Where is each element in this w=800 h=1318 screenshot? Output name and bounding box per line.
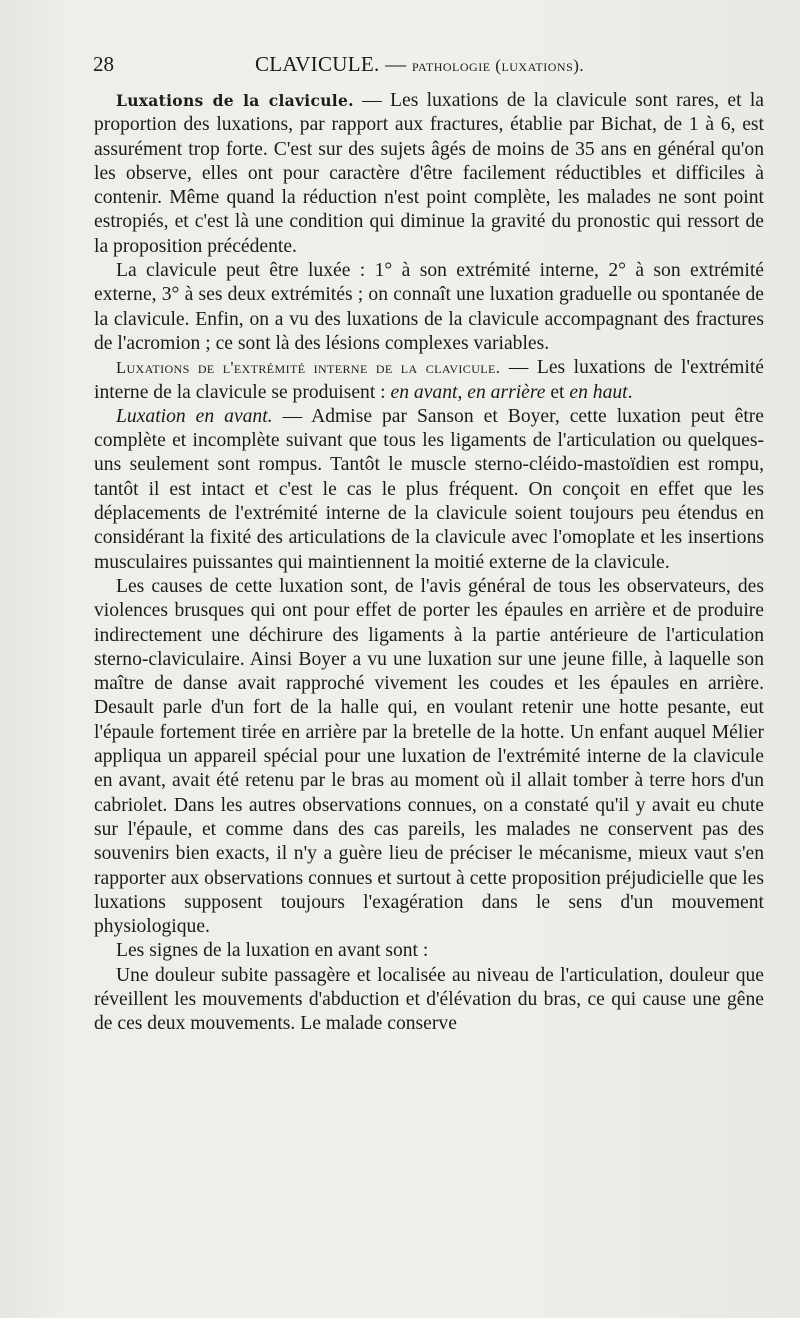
separator: et [545, 381, 570, 403]
running-title [255, 52, 584, 77]
italic-term: en haut [569, 381, 628, 403]
paragraph-causes [94, 575, 764, 939]
paragraph-text: — Les luxations de l'extrémité interne de la clavicule se produisent : [94, 357, 764, 403]
italic-lead: Luxation en avant. [116, 405, 273, 427]
paragraph-text: Les causes de cette luxation sont, de l'avis général de tous les observateurs, des violences brusques qui ont pour effet de porter les épaules en arrière et de produire indirectement une déchirure des ligaments à la partie antérieure de l'articulation sterno-claviculaire. Ainsi Boyer a vu une luxation sur une jeune fille, à laquelle son maître de danse avait rapproché vivement les coudes et les épaules en arrière. Desault parle d'un fort de la halle qui, en voulant retenir une hotte pesante, eut l'épaule fortement tirée en arrière par la bretelle de la hotte. Un enfant auquel Mélier appliqua un appareil spécial pour une luxation de l'extrémité interne de la clavicule en avant, avait été retenu par le bras au moment où il allait tomber à terre hors d'un cabriolet. Dans les autres observations connues, on a constaté qu'il y avait eu chute sur l'épaule, et comme dans des cas pareils, les malades ne conservent pas des souvenirs bien exacts, il n'y a guère lieu de préciser le mécanisme, mieux vaut s'en rapporter aux observations connues et surtout à cette proposition préjudicielle que les luxations supposent toujours l'exagération dans le sens d'un mouvement physiologique. [94, 575, 764, 938]
running-header [93, 52, 763, 84]
subsection-heading: Luxations de l'extrémité interne de la clavicule. [116, 358, 501, 378]
separator: , [457, 381, 468, 403]
paragraph-text: . [627, 381, 633, 403]
page-number: 28 [93, 52, 114, 76]
paragraph-sites [94, 259, 764, 356]
running-title-dash: — [385, 52, 407, 76]
italic-term: en avant [390, 381, 458, 403]
paragraph-internal-heading [94, 356, 764, 405]
page-body [94, 89, 764, 1037]
paragraph-text: — Admise par Sanson et Boyer, cette luxation peut être complète et incomplète suivant que tous les ligaments de l'articulation ou quelques-uns seulement sont rompus. Tantôt le muscle sterno-cléido-mastoïdien est rompu, tantôt il est intact et c'est le cas le plus fréquent. On conçoit en effet que les déplacements de l'extrémité interne de la clavicule soient toujours peu étendus en considérant la fixité des articulations de la clavicule avec l'omoplate et les insertions musculaires puissantes qui maintiennent la moitié externe de la clavicule. [94, 405, 764, 573]
running-title-main: CLAVICULE. [255, 52, 380, 76]
paragraph-pain [94, 964, 764, 1037]
paragraph-forward-luxation [94, 405, 764, 575]
paragraph-luxations-heading [94, 89, 764, 259]
paragraph-text: — Les luxations de la clavicule sont rares, et la proportion des luxations, par rapport aux fractures, établie par Bichat, de 1 à 6, est assurément trop forte. C'est sur des sujets âgés de moins de 35 ans en général qu'on les observe, elles ont pour caractère d'être facilement réductibles et difficiles à contenir. Même quand la réduction n'est point complète, les malades ne sont point estropiés, et c'est là une condition qui diminue la gravité du pronostic qui ressort de la proposition précédente. [94, 90, 764, 257]
paragraph-text: Les signes de la luxation en avant sont : [116, 940, 429, 962]
paragraph-signs-intro [94, 939, 764, 963]
italic-term: en arrière [467, 381, 546, 403]
running-title-sub: pathologie (luxations). [411, 56, 585, 75]
section-heading: Luxations de la clavicule. [116, 91, 354, 110]
paragraph-text: La clavicule peut être luxée : 1° à son extrémité interne, 2° à son extrémité externe, 3° à ses deux extrémités ; on connaît une luxation graduelle ou spontanée de la clavicule. Enfin, on a vu des luxations de la clavicule accompagnant des fractures de l'acromion ; ce sont là des lésions complexes variables. [94, 260, 764, 354]
paragraph-text: Une douleur subite passagère et localisée au niveau de l'articulation, douleur que réveillent les mouvements d'abduction et d'élévation du bras, ce qui cause une gêne de ces deux mouvements. Le malade conserve [94, 964, 764, 1035]
